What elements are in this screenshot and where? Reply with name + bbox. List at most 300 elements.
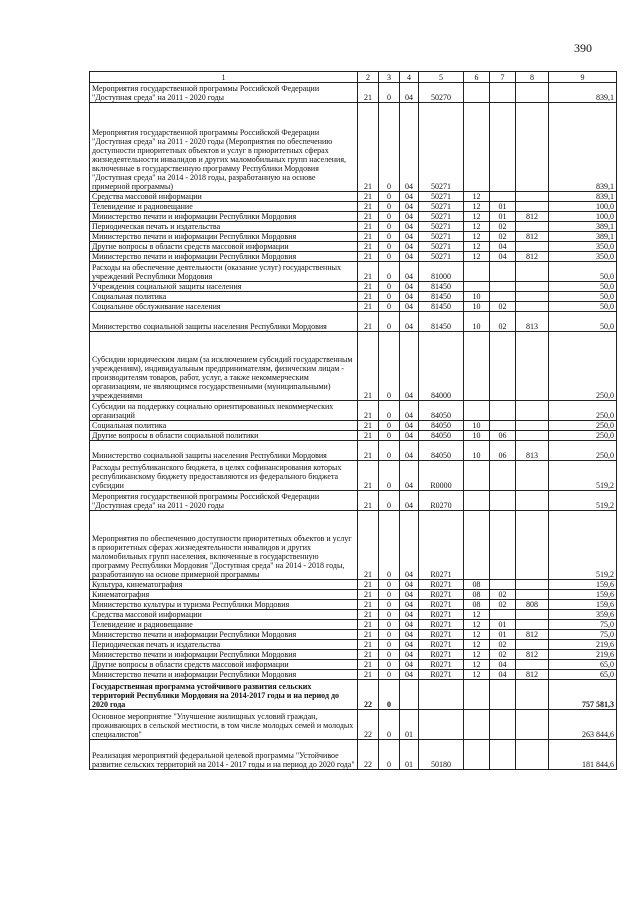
code-col5-cell bbox=[419, 710, 464, 740]
code-col6-cell bbox=[464, 282, 490, 292]
code-col3-cell: 0 bbox=[379, 252, 400, 262]
code-col4-cell: 04 bbox=[400, 600, 419, 610]
code-col5-cell: 81450 bbox=[419, 312, 464, 332]
code-col4-cell: 04 bbox=[400, 590, 419, 600]
code-col5-cell: R0271 bbox=[419, 640, 464, 650]
code-col6-cell: 12 bbox=[464, 620, 490, 630]
code-col3-cell: 0 bbox=[379, 212, 400, 222]
code-col6-cell bbox=[464, 680, 490, 710]
code-col5-cell: R0271 bbox=[419, 600, 464, 610]
row-name-cell: Другие вопросы в области средств массовой информации bbox=[90, 242, 358, 252]
code-col7-cell: 02 bbox=[490, 600, 516, 610]
code-col5-cell: 50271 bbox=[419, 222, 464, 232]
table-header-row bbox=[90, 72, 617, 83]
code-col7-cell: 01 bbox=[490, 630, 516, 640]
code-col2-cell: 21 bbox=[358, 630, 379, 640]
amount-cell: 839,1 bbox=[549, 103, 617, 192]
code-col5-cell: 50180 bbox=[419, 740, 464, 770]
amount-cell: 219,6 bbox=[549, 640, 617, 650]
code-col3-cell: 0 bbox=[379, 740, 400, 770]
code-col7-cell bbox=[490, 103, 516, 192]
code-col2-cell: 22 bbox=[358, 680, 379, 710]
code-col8-cell bbox=[516, 461, 549, 491]
amount-cell: 50,0 bbox=[549, 312, 617, 332]
amount-cell: 263 844,6 bbox=[549, 710, 617, 740]
table-row bbox=[90, 441, 617, 461]
code-col8-cell bbox=[516, 511, 549, 580]
row-name-cell: Телевидение и радиовещание bbox=[90, 620, 358, 630]
code-col6-cell bbox=[464, 461, 490, 491]
code-col7-cell bbox=[490, 192, 516, 202]
code-col7-cell: 02 bbox=[490, 312, 516, 332]
code-col4-cell: 01 bbox=[400, 710, 419, 740]
code-col3-cell: 0 bbox=[379, 620, 400, 630]
code-col8-cell: 808 bbox=[516, 600, 549, 610]
code-col6-cell bbox=[464, 491, 490, 511]
row-name-cell: Мероприятия государственной программы Российской Федерации "Доступная среда" на 2011 - 2020 годы (Мероприятия по обеспечению доступности приоритетных объектов и услуг в приоритетных сферах жизнедеятельности инвалидов и других маломобильных групп населения, включенные в государственную программу Республики Мордовия "Доступная среда" на 2014 - 2018 годы, разработанную на основе примерной программы) bbox=[90, 103, 358, 192]
code-col5-cell: R0271 bbox=[419, 610, 464, 620]
code-col6-cell: 10 bbox=[464, 292, 490, 302]
column-header: 1 bbox=[90, 72, 358, 83]
code-col5-cell: R0271 bbox=[419, 580, 464, 590]
table-row bbox=[90, 212, 617, 222]
code-col3-cell: 0 bbox=[379, 640, 400, 650]
code-col6-cell: 08 bbox=[464, 580, 490, 590]
code-col2-cell: 21 bbox=[358, 83, 379, 103]
code-col2-cell: 21 bbox=[358, 222, 379, 232]
code-col3-cell: 0 bbox=[379, 332, 400, 401]
code-col4-cell: 04 bbox=[400, 292, 419, 302]
table-row bbox=[90, 511, 617, 580]
row-name-cell: Расходы республиканского бюджета, в целях софинансирования которых республиканскому бюджету предоставляются из федерального бюджета субсидии bbox=[90, 461, 358, 491]
row-name-cell: Государственная программа устойчивого развития сельских территорий Республики Мордовия на 2014-2017 годы и на период до 2020 года bbox=[90, 680, 358, 710]
code-col2-cell: 21 bbox=[358, 660, 379, 670]
row-name-cell: Социальное обслуживание населения bbox=[90, 302, 358, 312]
code-col8-cell bbox=[516, 202, 549, 212]
table-row bbox=[90, 83, 617, 103]
amount-cell: 359,6 bbox=[549, 610, 617, 620]
code-col7-cell: 04 bbox=[490, 660, 516, 670]
code-col6-cell bbox=[464, 83, 490, 103]
table-row bbox=[90, 670, 617, 680]
code-col2-cell: 21 bbox=[358, 590, 379, 600]
code-col7-cell: 06 bbox=[490, 431, 516, 441]
code-col8-cell bbox=[516, 242, 549, 252]
code-col4-cell bbox=[400, 680, 419, 710]
row-name-cell: Субсидии юридическим лицам (за исключением субсидий государственным учреждениям), индивидуальным предпринимателям, физическим лицам - производителям товаров, работ, услуг, а также некоммерческим организациям, не являющимся государственными (муниципальными) учреждениями bbox=[90, 332, 358, 401]
code-col2-cell: 21 bbox=[358, 103, 379, 192]
row-name-cell: Учреждения социальной защиты населения bbox=[90, 282, 358, 292]
code-col3-cell: 0 bbox=[379, 242, 400, 252]
code-col8-cell bbox=[516, 710, 549, 740]
row-name-cell: Средства массовой информации bbox=[90, 192, 358, 202]
code-col8-cell bbox=[516, 222, 549, 232]
code-col2-cell: 22 bbox=[358, 710, 379, 740]
amount-cell: 50,0 bbox=[549, 282, 617, 292]
table-row bbox=[90, 580, 617, 590]
code-col2-cell: 21 bbox=[358, 302, 379, 312]
amount-cell: 75,0 bbox=[549, 630, 617, 640]
code-col8-cell: 812 bbox=[516, 670, 549, 680]
amount-cell: 250,0 bbox=[549, 401, 617, 421]
amount-cell: 389,1 bbox=[549, 232, 617, 242]
code-col8-cell bbox=[516, 431, 549, 441]
code-col4-cell: 04 bbox=[400, 262, 419, 282]
amount-cell: 181 844,6 bbox=[549, 740, 617, 770]
code-col2-cell: 21 bbox=[358, 441, 379, 461]
code-col5-cell: 84050 bbox=[419, 401, 464, 421]
code-col3-cell: 0 bbox=[379, 461, 400, 491]
code-col6-cell: 10 bbox=[464, 431, 490, 441]
code-col2-cell: 21 bbox=[358, 332, 379, 401]
code-col4-cell: 04 bbox=[400, 660, 419, 670]
code-col8-cell bbox=[516, 401, 549, 421]
code-col8-cell: 813 bbox=[516, 312, 549, 332]
code-col5-cell: 50271 bbox=[419, 212, 464, 222]
row-name-cell: Министерство культуры и туризма Республики Мордовия bbox=[90, 600, 358, 610]
amount-cell: 75,0 bbox=[549, 620, 617, 630]
code-col8-cell: 812 bbox=[516, 252, 549, 262]
code-col8-cell bbox=[516, 491, 549, 511]
code-col5-cell: 50271 bbox=[419, 252, 464, 262]
row-name-cell: Реализация мероприятий федеральной целевой программы "Устойчивое развитие сельских территорий на 2014 - 2017 годы и на период до 2020 года" bbox=[90, 740, 358, 770]
column-header: 9 bbox=[549, 72, 617, 83]
code-col3-cell: 0 bbox=[379, 262, 400, 282]
code-col2-cell: 21 bbox=[358, 242, 379, 252]
column-header: 8 bbox=[516, 72, 549, 83]
row-name-cell: Министерство печати и информации Республики Мордовия bbox=[90, 232, 358, 242]
code-col3-cell: 0 bbox=[379, 660, 400, 670]
amount-cell: 757 581,3 bbox=[549, 680, 617, 710]
table-row bbox=[90, 710, 617, 740]
table-row bbox=[90, 461, 617, 491]
code-col4-cell: 04 bbox=[400, 441, 419, 461]
code-col6-cell bbox=[464, 710, 490, 740]
code-col8-cell: 812 bbox=[516, 232, 549, 242]
code-col6-cell bbox=[464, 740, 490, 770]
amount-cell: 100,0 bbox=[549, 212, 617, 222]
table-row bbox=[90, 610, 617, 620]
code-col7-cell bbox=[490, 292, 516, 302]
row-name-cell: Культура, кинематография bbox=[90, 580, 358, 590]
code-col4-cell: 04 bbox=[400, 212, 419, 222]
code-col8-cell bbox=[516, 262, 549, 282]
code-col8-cell bbox=[516, 103, 549, 192]
code-col3-cell: 0 bbox=[379, 421, 400, 431]
code-col4-cell: 04 bbox=[400, 511, 419, 580]
code-col5-cell: 84050 bbox=[419, 421, 464, 431]
table-row bbox=[90, 252, 617, 262]
code-col8-cell: 812 bbox=[516, 212, 549, 222]
code-col7-cell: 06 bbox=[490, 441, 516, 461]
code-col5-cell: 81000 bbox=[419, 262, 464, 282]
code-col4-cell: 04 bbox=[400, 630, 419, 640]
table-row bbox=[90, 680, 617, 710]
code-col6-cell: 12 bbox=[464, 670, 490, 680]
row-name-cell: Мероприятия по обеспечению доступности приоритетных объектов и услуг в приоритетных сферах жизнедеятельности инвалидов и других маломобильных групп населения, включенные в государственную программу Республики Мордовия "Доступная среда" на 2014 - 2018 годы, разработанную на основе примерной программы bbox=[90, 511, 358, 580]
row-name-cell: Министерство социальной защиты населения Республики Мордовия bbox=[90, 312, 358, 332]
code-col8-cell bbox=[516, 620, 549, 630]
amount-cell: 50,0 bbox=[549, 292, 617, 302]
amount-cell: 159,6 bbox=[549, 600, 617, 610]
column-header: 6 bbox=[464, 72, 490, 83]
code-col4-cell: 04 bbox=[400, 461, 419, 491]
code-col5-cell: 84050 bbox=[419, 441, 464, 461]
code-col5-cell: 50271 bbox=[419, 103, 464, 192]
code-col5-cell: R0271 bbox=[419, 660, 464, 670]
code-col7-cell bbox=[490, 511, 516, 580]
code-col3-cell: 0 bbox=[379, 401, 400, 421]
row-name-cell: Мероприятия государственной программы Российской Федерации "Доступная среда" на 2011 - 2020 годы bbox=[90, 83, 358, 103]
table-row bbox=[90, 312, 617, 332]
column-header: 2 bbox=[358, 72, 379, 83]
code-col4-cell: 04 bbox=[400, 431, 419, 441]
code-col7-cell bbox=[490, 282, 516, 292]
table-row bbox=[90, 232, 617, 242]
row-name-cell: Социальная политика bbox=[90, 292, 358, 302]
code-col4-cell: 04 bbox=[400, 401, 419, 421]
budget-table bbox=[89, 71, 617, 770]
code-col4-cell: 04 bbox=[400, 242, 419, 252]
code-col4-cell: 04 bbox=[400, 103, 419, 192]
code-col7-cell bbox=[490, 740, 516, 770]
code-col8-cell bbox=[516, 590, 549, 600]
amount-cell: 839,1 bbox=[549, 83, 617, 103]
code-col8-cell: 812 bbox=[516, 630, 549, 640]
code-col8-cell: 813 bbox=[516, 441, 549, 461]
code-col7-cell bbox=[490, 332, 516, 401]
code-col3-cell: 0 bbox=[379, 670, 400, 680]
code-col6-cell: 12 bbox=[464, 630, 490, 640]
code-col7-cell: 02 bbox=[490, 640, 516, 650]
code-col5-cell: 50270 bbox=[419, 83, 464, 103]
code-col6-cell: 10 bbox=[464, 312, 490, 332]
code-col6-cell: 08 bbox=[464, 600, 490, 610]
code-col4-cell: 04 bbox=[400, 650, 419, 660]
code-col5-cell: 81450 bbox=[419, 292, 464, 302]
amount-cell: 519,2 bbox=[549, 461, 617, 491]
code-col2-cell: 21 bbox=[358, 610, 379, 620]
code-col2-cell: 21 bbox=[358, 461, 379, 491]
code-col4-cell: 04 bbox=[400, 640, 419, 650]
code-col8-cell bbox=[516, 302, 549, 312]
code-col7-cell: 01 bbox=[490, 212, 516, 222]
code-col3-cell: 0 bbox=[379, 292, 400, 302]
code-col3-cell: 0 bbox=[379, 630, 400, 640]
amount-cell: 65,0 bbox=[549, 670, 617, 680]
code-col5-cell: 50271 bbox=[419, 202, 464, 212]
code-col2-cell: 21 bbox=[358, 292, 379, 302]
code-col3-cell: 0 bbox=[379, 302, 400, 312]
table-row bbox=[90, 262, 617, 282]
table-row bbox=[90, 640, 617, 650]
code-col4-cell: 04 bbox=[400, 202, 419, 212]
code-col2-cell: 21 bbox=[358, 600, 379, 610]
code-col5-cell: R0271 bbox=[419, 590, 464, 600]
code-col8-cell bbox=[516, 660, 549, 670]
code-col6-cell bbox=[464, 401, 490, 421]
code-col5-cell: R0271 bbox=[419, 670, 464, 680]
table-row bbox=[90, 590, 617, 600]
amount-cell: 839,1 bbox=[549, 192, 617, 202]
code-col8-cell bbox=[516, 292, 549, 302]
table-row bbox=[90, 421, 617, 431]
code-col5-cell: R0270 bbox=[419, 491, 464, 511]
amount-cell: 519,2 bbox=[549, 511, 617, 580]
code-col7-cell bbox=[490, 580, 516, 590]
code-col5-cell: R0000 bbox=[419, 461, 464, 491]
code-col3-cell: 0 bbox=[379, 232, 400, 242]
row-name-cell: Министерство печати и информации Республики Мордовия bbox=[90, 252, 358, 262]
code-col2-cell: 22 bbox=[358, 740, 379, 770]
code-col6-cell: 12 bbox=[464, 640, 490, 650]
row-name-cell: Телевидение и радиовещание bbox=[90, 202, 358, 212]
code-col6-cell bbox=[464, 262, 490, 282]
code-col8-cell: 812 bbox=[516, 650, 549, 660]
table-row bbox=[90, 103, 617, 192]
code-col2-cell: 21 bbox=[358, 421, 379, 431]
code-col7-cell bbox=[490, 491, 516, 511]
code-col3-cell: 0 bbox=[379, 103, 400, 192]
code-col8-cell bbox=[516, 680, 549, 710]
code-col7-cell: 02 bbox=[490, 222, 516, 232]
table-row bbox=[90, 740, 617, 770]
code-col2-cell: 21 bbox=[358, 580, 379, 590]
amount-cell: 519,2 bbox=[549, 491, 617, 511]
code-col4-cell: 04 bbox=[400, 83, 419, 103]
row-name-cell: Социальная политика bbox=[90, 421, 358, 431]
row-name-cell: Министерство печати и информации Республики Мордовия bbox=[90, 212, 358, 222]
code-col5-cell: 84000 bbox=[419, 332, 464, 401]
code-col5-cell bbox=[419, 680, 464, 710]
amount-cell: 65,0 bbox=[549, 660, 617, 670]
table-row bbox=[90, 202, 617, 212]
code-col2-cell: 21 bbox=[358, 202, 379, 212]
code-col3-cell: 0 bbox=[379, 312, 400, 332]
code-col2-cell: 21 bbox=[358, 491, 379, 511]
code-col7-cell bbox=[490, 83, 516, 103]
code-col7-cell: 02 bbox=[490, 650, 516, 660]
code-col2-cell: 21 bbox=[358, 620, 379, 630]
amount-cell: 250,0 bbox=[549, 421, 617, 431]
row-name-cell: Другие вопросы в области социальной политики bbox=[90, 431, 358, 441]
code-col7-cell: 02 bbox=[490, 232, 516, 242]
row-name-cell: Министерство социальной защиты населения Республики Мордовия bbox=[90, 441, 358, 461]
code-col8-cell bbox=[516, 192, 549, 202]
code-col3-cell: 0 bbox=[379, 282, 400, 292]
amount-cell: 250,0 bbox=[549, 332, 617, 401]
amount-cell: 50,0 bbox=[549, 262, 617, 282]
code-col5-cell: 81450 bbox=[419, 282, 464, 292]
row-name-cell: Средства массовой информации bbox=[90, 610, 358, 620]
code-col5-cell: R0271 bbox=[419, 620, 464, 630]
code-col4-cell: 04 bbox=[400, 421, 419, 431]
code-col4-cell: 04 bbox=[400, 232, 419, 242]
code-col6-cell: 10 bbox=[464, 421, 490, 431]
code-col6-cell: 12 bbox=[464, 222, 490, 232]
code-col5-cell: 50271 bbox=[419, 192, 464, 202]
amount-cell: 250,0 bbox=[549, 441, 617, 461]
amount-cell: 219,6 bbox=[549, 650, 617, 660]
code-col7-cell: 02 bbox=[490, 302, 516, 312]
amount-cell: 100,0 bbox=[549, 202, 617, 212]
code-col7-cell bbox=[490, 421, 516, 431]
code-col6-cell: 12 bbox=[464, 610, 490, 620]
code-col6-cell: 12 bbox=[464, 192, 490, 202]
amount-cell: 389,1 bbox=[549, 222, 617, 232]
code-col2-cell: 21 bbox=[358, 212, 379, 222]
amount-cell: 350,0 bbox=[549, 252, 617, 262]
code-col3-cell: 0 bbox=[379, 222, 400, 232]
code-col4-cell: 04 bbox=[400, 580, 419, 590]
code-col5-cell: 50271 bbox=[419, 242, 464, 252]
row-name-cell: Кинематография bbox=[90, 590, 358, 600]
code-col6-cell: 12 bbox=[464, 242, 490, 252]
code-col8-cell bbox=[516, 610, 549, 620]
row-name-cell: Основное мероприятие "Улучшение жилищных условий граждан, проживающих в сельской местности, в том числе молодых семей и молодых специалистов" bbox=[90, 710, 358, 740]
code-col7-cell: 04 bbox=[490, 242, 516, 252]
code-col3-cell: 0 bbox=[379, 491, 400, 511]
code-col3-cell: 0 bbox=[379, 431, 400, 441]
code-col4-cell: 04 bbox=[400, 192, 419, 202]
code-col3-cell: 0 bbox=[379, 610, 400, 620]
code-col3-cell: 0 bbox=[379, 83, 400, 103]
code-col2-cell: 21 bbox=[358, 252, 379, 262]
table-row bbox=[90, 600, 617, 610]
code-col2-cell: 21 bbox=[358, 650, 379, 660]
code-col8-cell bbox=[516, 83, 549, 103]
code-col4-cell: 04 bbox=[400, 222, 419, 232]
code-col7-cell: 04 bbox=[490, 670, 516, 680]
code-col2-cell: 21 bbox=[358, 282, 379, 292]
row-name-cell: Министерство печати и информации Республики Мордовия bbox=[90, 670, 358, 680]
row-name-cell: Министерство печати и информации Республики Мордовия bbox=[90, 650, 358, 660]
code-col6-cell bbox=[464, 103, 490, 192]
code-col3-cell: 0 bbox=[379, 202, 400, 212]
code-col4-cell: 04 bbox=[400, 670, 419, 680]
code-col4-cell: 04 bbox=[400, 282, 419, 292]
code-col3-cell: 0 bbox=[379, 192, 400, 202]
table-body bbox=[90, 83, 617, 770]
table-row bbox=[90, 192, 617, 202]
code-col4-cell: 01 bbox=[400, 740, 419, 770]
code-col3-cell: 0 bbox=[379, 441, 400, 461]
column-header: 3 bbox=[379, 72, 400, 83]
code-col2-cell: 21 bbox=[358, 511, 379, 580]
row-name-cell: Министерство печати и информации Республики Мордовия bbox=[90, 630, 358, 640]
code-col7-cell bbox=[490, 262, 516, 282]
code-col6-cell: 12 bbox=[464, 660, 490, 670]
row-name-cell: Субсидии на поддержку социально ориентированных некоммерческих организаций bbox=[90, 401, 358, 421]
amount-cell: 50,0 bbox=[549, 302, 617, 312]
page-number: 390 bbox=[574, 41, 592, 55]
row-name-cell: Мероприятия государственной программы Российской Федерации "Доступная среда" на 2011 - 2020 годы bbox=[90, 491, 358, 511]
table-row bbox=[90, 431, 617, 441]
code-col3-cell: 0 bbox=[379, 650, 400, 660]
code-col6-cell: 12 bbox=[464, 252, 490, 262]
code-col8-cell bbox=[516, 740, 549, 770]
code-col7-cell bbox=[490, 461, 516, 491]
code-col4-cell: 04 bbox=[400, 252, 419, 262]
code-col8-cell bbox=[516, 580, 549, 590]
row-name-cell: Периодическая печать и издательства bbox=[90, 640, 358, 650]
amount-cell: 159,6 bbox=[549, 590, 617, 600]
code-col7-cell: 01 bbox=[490, 202, 516, 212]
code-col4-cell: 04 bbox=[400, 491, 419, 511]
code-col7-cell bbox=[490, 680, 516, 710]
table-row bbox=[90, 620, 617, 630]
code-col4-cell: 04 bbox=[400, 332, 419, 401]
